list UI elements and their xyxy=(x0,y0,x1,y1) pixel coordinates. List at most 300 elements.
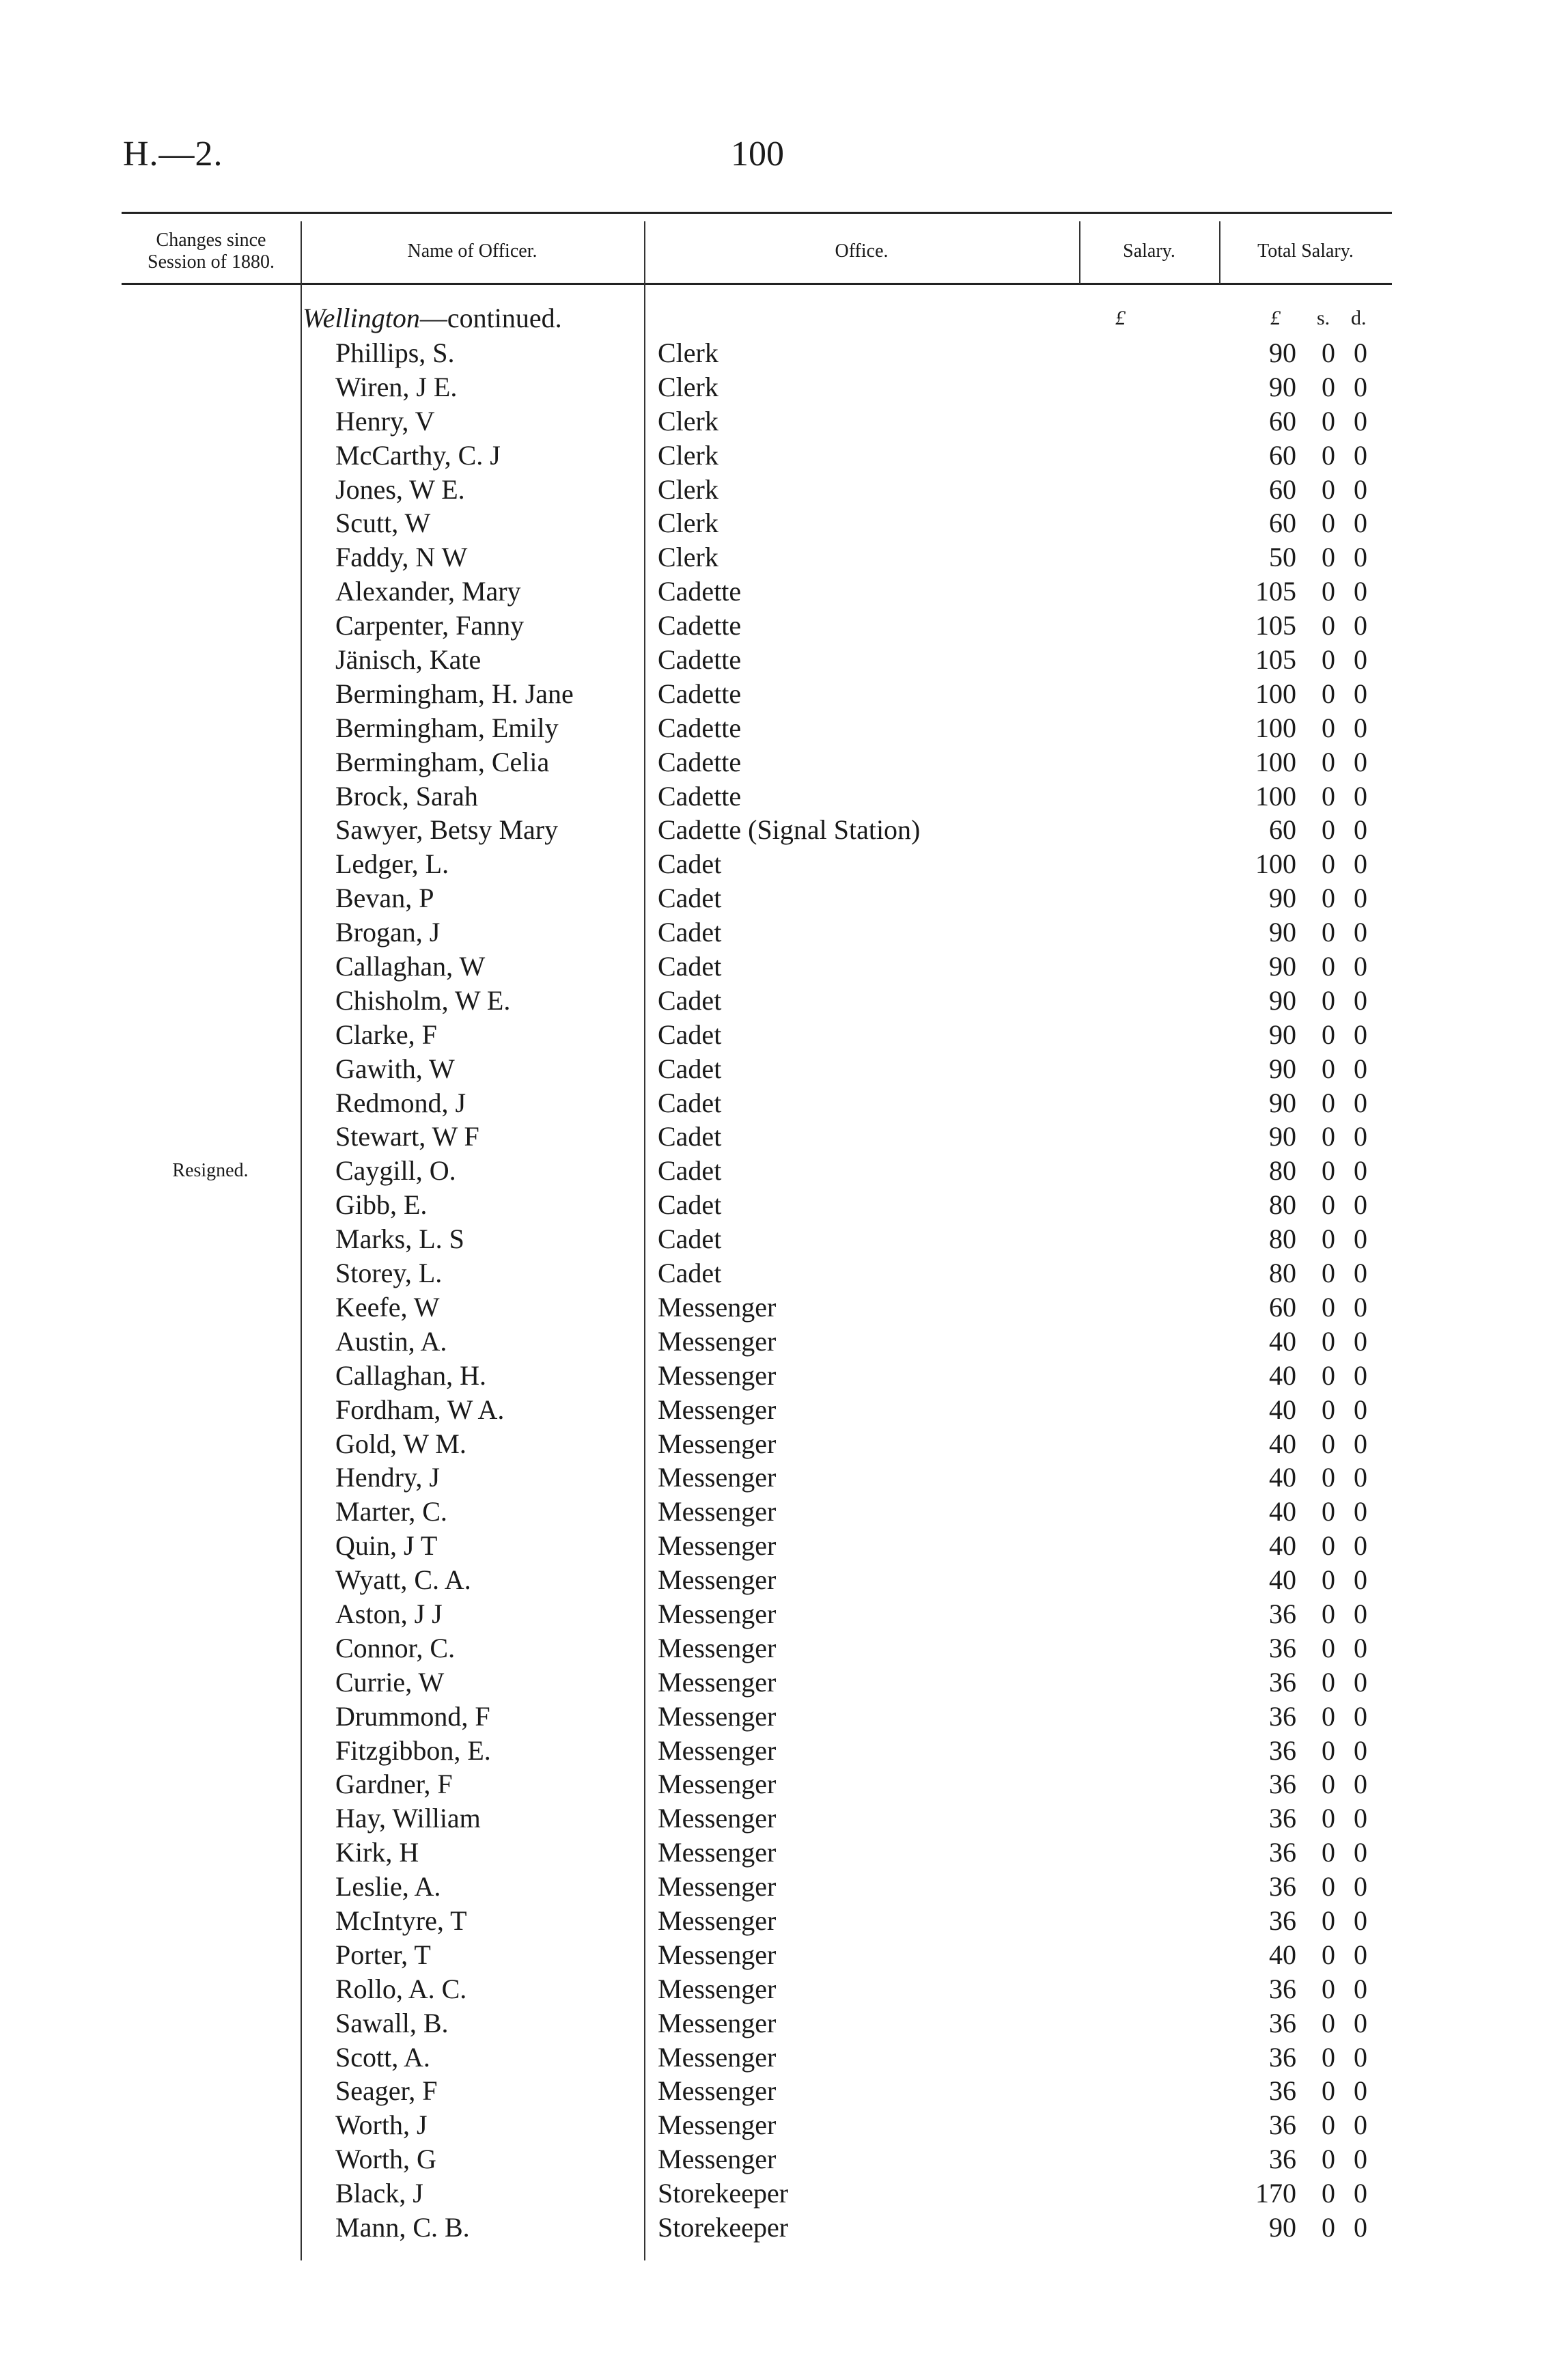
total-shillings: 0 xyxy=(1322,1973,1335,2004)
officer-name: Connor, C. xyxy=(335,1632,456,1663)
page-header xyxy=(0,134,1549,182)
table-row xyxy=(122,1495,1392,1529)
total-pence: 0 xyxy=(1354,1769,1367,1800)
total-pounds: 100 xyxy=(1255,848,1296,880)
total-shillings: 0 xyxy=(1322,1496,1335,1527)
officer-office: Messenger xyxy=(658,1803,777,1834)
total-pence: 0 xyxy=(1354,848,1367,880)
officer-name: Seager, F xyxy=(335,2075,438,2107)
total-pence: 0 xyxy=(1354,1666,1367,1698)
total-pence: 0 xyxy=(1354,371,1367,402)
officer-office: Messenger xyxy=(658,1666,777,1698)
table-row xyxy=(122,677,1392,711)
officer-office: Cadette xyxy=(658,576,742,607)
officer-office: Clerk xyxy=(658,542,718,573)
total-shillings: 0 xyxy=(1322,508,1335,539)
officer-name: Worth, J xyxy=(335,2109,428,2141)
officer-office: Messenger xyxy=(658,1837,777,1868)
officer-name: Austin, A. xyxy=(335,1325,447,1357)
table-row xyxy=(122,575,1392,609)
table-row xyxy=(122,473,1392,507)
total-shillings: 0 xyxy=(1322,1462,1335,1493)
table-row xyxy=(122,1631,1392,1665)
table-row xyxy=(122,1018,1392,1052)
officer-office: Messenger xyxy=(658,1462,777,1493)
officer-office: Cadet xyxy=(658,1019,722,1050)
total-pounds: 100 xyxy=(1255,678,1296,709)
table-row xyxy=(122,2108,1392,2142)
table-row xyxy=(122,2176,1392,2211)
table-row xyxy=(122,1665,1392,1700)
officer-name: Alexander, Mary xyxy=(335,576,521,607)
header-office: Office. xyxy=(835,240,889,262)
officer-office: Messenger xyxy=(658,1632,777,1663)
total-shillings: 0 xyxy=(1322,1019,1335,1050)
table-row xyxy=(122,1188,1392,1222)
total-pence: 0 xyxy=(1354,1496,1367,1527)
total-pence: 0 xyxy=(1354,1462,1367,1493)
total-shillings: 0 xyxy=(1322,678,1335,709)
total-pounds: 100 xyxy=(1255,746,1296,777)
table-row xyxy=(122,2006,1392,2040)
total-pounds: 80 xyxy=(1269,1258,1296,1289)
total-pounds: 36 xyxy=(1269,2144,1296,2175)
table-row xyxy=(122,1222,1392,1256)
officer-office: Clerk xyxy=(658,508,718,539)
total-pence: 0 xyxy=(1354,1325,1367,1357)
officer-name: Henry, V xyxy=(335,405,435,437)
table-row xyxy=(122,1290,1392,1325)
section-heading xyxy=(122,301,1392,336)
table-row xyxy=(122,2211,1392,2245)
table-body xyxy=(122,301,1392,2245)
total-shillings: 0 xyxy=(1322,2144,1335,2175)
officer-office: Clerk xyxy=(658,473,718,505)
total-pounds: 36 xyxy=(1269,1837,1296,1868)
table-header-rule xyxy=(122,283,1392,285)
header-salary: Salary. xyxy=(1123,240,1175,262)
section-place: Wellington—continued. xyxy=(303,303,562,333)
total-pence: 0 xyxy=(1354,1189,1367,1221)
total-shillings: 0 xyxy=(1322,1291,1335,1323)
total-pence: 0 xyxy=(1354,1223,1367,1255)
total-pence: 0 xyxy=(1354,780,1367,812)
total-shillings: 0 xyxy=(1322,1325,1335,1357)
total-pounds: 90 xyxy=(1269,1087,1296,1118)
table-row xyxy=(122,1836,1392,1870)
officer-office: Messenger xyxy=(658,1700,777,1732)
change-note: Resigned. xyxy=(172,1160,249,1182)
officer-name: Gardner, F xyxy=(335,1769,453,1800)
officer-name: Black, J xyxy=(335,2178,423,2209)
total-pounds: 170 xyxy=(1255,2178,1296,2209)
total-pounds: 36 xyxy=(1269,2007,1296,2038)
total-shillings: 0 xyxy=(1322,1769,1335,1800)
table-row xyxy=(122,984,1392,1018)
total-pence: 0 xyxy=(1354,1905,1367,1936)
table-row xyxy=(122,1120,1392,1154)
officer-office: Messenger xyxy=(658,1359,777,1391)
total-shillings: 0 xyxy=(1322,439,1335,471)
table-row xyxy=(122,2074,1392,2108)
total-pence: 0 xyxy=(1354,2075,1367,2107)
officer-office: Cadet xyxy=(658,1223,722,1255)
officer-office: Cadette xyxy=(658,610,742,641)
officer-office: Messenger xyxy=(658,1428,777,1459)
officer-name: Mann, C. B. xyxy=(335,2211,470,2243)
table-row xyxy=(122,1904,1392,1938)
pence-unit: d. xyxy=(1351,307,1367,329)
officer-name: Bevan, P xyxy=(335,883,434,914)
total-pounds: 105 xyxy=(1255,576,1296,607)
total-shillings: 0 xyxy=(1322,2178,1335,2209)
officer-office: Messenger xyxy=(658,2109,777,2141)
total-pence: 0 xyxy=(1354,2007,1367,2038)
officer-office: Cadet xyxy=(658,1121,722,1152)
total-shillings: 0 xyxy=(1322,1121,1335,1152)
total-pounds: 40 xyxy=(1269,1428,1296,1459)
officer-office: Messenger xyxy=(658,1598,777,1629)
total-pence: 0 xyxy=(1354,1359,1367,1391)
officer-office: Messenger xyxy=(658,1394,777,1425)
officer-office: Messenger xyxy=(658,1871,777,1902)
total-pounds: 36 xyxy=(1269,1734,1296,1766)
officer-office: Messenger xyxy=(658,1291,777,1323)
total-pounds: 60 xyxy=(1269,1291,1296,1323)
total-pence: 0 xyxy=(1354,473,1367,505)
total-pounds: 50 xyxy=(1269,542,1296,573)
total-pounds: 36 xyxy=(1269,1700,1296,1732)
total-shillings: 0 xyxy=(1322,1837,1335,1868)
total-shillings: 0 xyxy=(1322,883,1335,914)
officer-office: Storekeeper xyxy=(658,2211,789,2243)
total-pounds: 105 xyxy=(1255,610,1296,641)
total-shillings: 0 xyxy=(1322,337,1335,368)
total-pence: 0 xyxy=(1354,1939,1367,1970)
officer-name: Sawyer, Betsy Mary xyxy=(335,814,559,846)
officer-office: Messenger xyxy=(658,1939,777,1970)
total-pounds: 40 xyxy=(1269,1939,1296,1970)
total-pence: 0 xyxy=(1354,2178,1367,2209)
total-pounds: 80 xyxy=(1269,1189,1296,1221)
officer-name: Sawall, B. xyxy=(335,2007,449,2038)
total-pounds: 40 xyxy=(1269,1496,1296,1527)
total-pounds: 40 xyxy=(1269,1394,1296,1425)
total-shillings: 0 xyxy=(1322,1700,1335,1732)
total-shillings: 0 xyxy=(1322,1155,1335,1187)
total-pence: 0 xyxy=(1354,1394,1367,1425)
salary-currency-unit: £ xyxy=(1115,307,1126,329)
officer-name: Faddy, N W xyxy=(335,542,468,573)
table-row xyxy=(122,1767,1392,1801)
total-pence: 0 xyxy=(1354,337,1367,368)
total-shillings: 0 xyxy=(1322,1428,1335,1459)
total-pence: 0 xyxy=(1354,1837,1367,1868)
officer-name: Gold, W M. xyxy=(335,1428,466,1459)
total-shillings: 0 xyxy=(1322,2211,1335,2243)
table-row xyxy=(122,711,1392,745)
total-pence: 0 xyxy=(1354,1019,1367,1050)
total-shillings: 0 xyxy=(1322,951,1335,982)
officer-name: Bermingham, H. Jane xyxy=(335,678,574,709)
total-shillings: 0 xyxy=(1322,2007,1335,2038)
total-pounds: 90 xyxy=(1269,2211,1296,2243)
officer-name: Leslie, A. xyxy=(335,1871,441,1902)
officer-name: Redmond, J xyxy=(335,1087,466,1118)
officer-office: Cadet xyxy=(658,1053,722,1084)
table-row xyxy=(122,643,1392,677)
total-shillings: 0 xyxy=(1322,1871,1335,1902)
table-row xyxy=(122,1461,1392,1495)
table-row xyxy=(122,1052,1392,1086)
table-row xyxy=(122,1938,1392,1972)
total-pounds: 100 xyxy=(1255,712,1296,743)
table-row xyxy=(122,1870,1392,1904)
total-shillings: 0 xyxy=(1322,610,1335,641)
total-pounds: 36 xyxy=(1269,2041,1296,2073)
total-pence: 0 xyxy=(1354,1803,1367,1834)
table-row xyxy=(122,779,1392,814)
table-row xyxy=(122,1529,1392,1563)
officer-name: Brogan, J xyxy=(335,917,441,948)
total-pounds: 60 xyxy=(1269,405,1296,437)
officer-name: Marks, L. S xyxy=(335,1223,464,1255)
officer-office: Clerk xyxy=(658,371,718,402)
table-row xyxy=(122,1393,1392,1427)
total-shillings: 0 xyxy=(1322,405,1335,437)
total-pence: 0 xyxy=(1354,1087,1367,1118)
officer-name: Carpenter, Fanny xyxy=(335,610,525,641)
total-pence: 0 xyxy=(1354,508,1367,539)
table-row xyxy=(122,1154,1392,1188)
officer-office: Messenger xyxy=(658,1769,777,1800)
total-shillings: 0 xyxy=(1322,1223,1335,1255)
total-pounds: 36 xyxy=(1269,2109,1296,2141)
officer-name: Jones, W E. xyxy=(335,473,465,505)
table-row xyxy=(122,915,1392,950)
total-pence: 0 xyxy=(1354,1121,1367,1152)
total-pounds: 105 xyxy=(1255,644,1296,676)
officer-office: Messenger xyxy=(658,2144,777,2175)
total-shillings: 0 xyxy=(1322,1359,1335,1391)
total-pounds: 90 xyxy=(1269,951,1296,982)
officer-name: Currie, W xyxy=(335,1666,445,1698)
total-pounds: 40 xyxy=(1269,1325,1296,1357)
total-shillings: 0 xyxy=(1322,917,1335,948)
total-pounds: 40 xyxy=(1269,1530,1296,1562)
total-pence: 0 xyxy=(1354,2109,1367,2141)
total-pounds: 40 xyxy=(1269,1359,1296,1391)
table-row xyxy=(122,1086,1392,1120)
total-pounds: 36 xyxy=(1269,1769,1296,1800)
officer-office: Messenger xyxy=(658,2041,777,2073)
document-code: H.—2. xyxy=(123,135,223,174)
total-shillings: 0 xyxy=(1322,576,1335,607)
officer-office: Cadet xyxy=(658,848,722,880)
total-pence: 0 xyxy=(1354,1564,1367,1596)
officer-office: Messenger xyxy=(658,1734,777,1766)
total-shillings: 0 xyxy=(1322,746,1335,777)
total-pence: 0 xyxy=(1354,576,1367,607)
total-pence: 0 xyxy=(1354,1053,1367,1084)
total-shillings: 0 xyxy=(1322,1564,1335,1596)
total-pounds: 90 xyxy=(1269,883,1296,914)
total-pence: 0 xyxy=(1354,1734,1367,1766)
officer-office: Clerk xyxy=(658,439,718,471)
total-pounds: 36 xyxy=(1269,2075,1296,2107)
total-pence: 0 xyxy=(1354,814,1367,846)
officer-name: Worth, G xyxy=(335,2144,436,2175)
total-pence: 0 xyxy=(1354,746,1367,777)
total-pence: 0 xyxy=(1354,1973,1367,2004)
officer-name: Gibb, E. xyxy=(335,1189,428,1221)
table-row xyxy=(122,950,1392,984)
total-pounds: 60 xyxy=(1269,814,1296,846)
officer-office: Cadet xyxy=(658,1087,722,1118)
officer-name: Aston, J J xyxy=(335,1598,443,1629)
total-pence: 0 xyxy=(1354,1428,1367,1459)
officer-office: Cadette xyxy=(658,712,742,743)
officer-name: Chisholm, W E. xyxy=(335,984,511,1016)
total-pounds: 90 xyxy=(1269,1121,1296,1152)
table-row xyxy=(122,336,1392,370)
officer-name: McCarthy, C. J xyxy=(335,439,501,471)
total-pence: 0 xyxy=(1354,1632,1367,1663)
table-row xyxy=(122,1972,1392,2006)
officer-name: Fordham, W A. xyxy=(335,1394,505,1425)
officer-name: Marter, C. xyxy=(335,1496,447,1527)
table-row xyxy=(122,1325,1392,1359)
table-row xyxy=(122,1597,1392,1631)
header-name-of-officer: Name of Officer. xyxy=(407,240,538,262)
total-pence: 0 xyxy=(1354,1598,1367,1629)
table-row xyxy=(122,847,1392,881)
officer-name: Hendry, J xyxy=(335,1462,440,1493)
officer-office: Clerk xyxy=(658,337,718,368)
total-shillings: 0 xyxy=(1322,712,1335,743)
officer-name: Bermingham, Celia xyxy=(335,746,550,777)
total-shillings: 0 xyxy=(1322,814,1335,846)
officer-name: Callaghan, W xyxy=(335,951,486,982)
total-pence: 0 xyxy=(1354,405,1367,437)
total-shillings: 0 xyxy=(1322,1394,1335,1425)
total-pence: 0 xyxy=(1354,1871,1367,1902)
total-pounds: 80 xyxy=(1269,1223,1296,1255)
total-pence: 0 xyxy=(1354,1291,1367,1323)
total-pounds: 36 xyxy=(1269,1905,1296,1936)
officer-office: Storekeeper xyxy=(658,2178,789,2209)
officer-office: Messenger xyxy=(658,2007,777,2038)
total-pence: 0 xyxy=(1354,1530,1367,1562)
officer-name: Wyatt, C. A. xyxy=(335,1564,471,1596)
total-shillings: 0 xyxy=(1322,1530,1335,1562)
header-total-salary: Total Salary. xyxy=(1257,240,1354,262)
total-pounds: 40 xyxy=(1269,1564,1296,1596)
total-pounds: 100 xyxy=(1255,780,1296,812)
officer-office: Cadet xyxy=(658,984,722,1016)
total-pounds: 60 xyxy=(1269,473,1296,505)
total-pounds: 90 xyxy=(1269,917,1296,948)
table-row xyxy=(122,1700,1392,1734)
officer-office: Cadet xyxy=(658,1189,722,1221)
total-pence: 0 xyxy=(1354,712,1367,743)
total-shillings: 0 xyxy=(1322,1087,1335,1118)
officer-office: Messenger xyxy=(658,1496,777,1527)
salary-table xyxy=(122,212,1392,2261)
officer-name: Scott, A. xyxy=(335,2041,430,2073)
table-row xyxy=(122,1256,1392,1290)
total-pence: 0 xyxy=(1354,439,1367,471)
officer-office: Cadet xyxy=(658,883,722,914)
total-pence: 0 xyxy=(1354,883,1367,914)
officer-office: Cadet xyxy=(658,1258,722,1289)
total-shillings: 0 xyxy=(1322,1666,1335,1698)
table-row xyxy=(122,813,1392,847)
total-shillings: 0 xyxy=(1322,1632,1335,1663)
total-pence: 0 xyxy=(1354,542,1367,573)
officer-rows xyxy=(122,336,1392,2245)
table-row xyxy=(122,1801,1392,1836)
total-pounds: 36 xyxy=(1269,1871,1296,1902)
officer-office: Cadette xyxy=(658,780,742,812)
officer-name: Drummond, F xyxy=(335,1700,490,1732)
officer-office: Cadette xyxy=(658,644,742,676)
total-shillings: 0 xyxy=(1322,473,1335,505)
table-row xyxy=(122,2142,1392,2176)
total-pounds: 90 xyxy=(1269,1053,1296,1084)
officer-name: Scutt, W xyxy=(335,508,431,539)
total-pence: 0 xyxy=(1354,1258,1367,1289)
total-shillings: 0 xyxy=(1322,984,1335,1016)
total-shillings: 0 xyxy=(1322,1939,1335,1970)
officer-office: Cadette xyxy=(658,678,742,709)
total-shillings: 0 xyxy=(1322,2075,1335,2107)
total-pence: 0 xyxy=(1354,1155,1367,1187)
officer-office: Messenger xyxy=(658,1973,777,2004)
officer-office: Cadet xyxy=(658,951,722,982)
total-pounds: 36 xyxy=(1269,1803,1296,1834)
total-pounds: 80 xyxy=(1269,1155,1296,1187)
officer-office: Messenger xyxy=(658,1905,777,1936)
total-shillings: 0 xyxy=(1322,371,1335,402)
officer-office: Messenger xyxy=(658,1564,777,1596)
officer-name: Phillips, S. xyxy=(335,337,455,368)
table-row xyxy=(122,1734,1392,1768)
total-shillings: 0 xyxy=(1322,848,1335,880)
total-pounds: 90 xyxy=(1269,984,1296,1016)
table-row xyxy=(122,506,1392,540)
total-pounds: 36 xyxy=(1269,1632,1296,1663)
total-pounds: 36 xyxy=(1269,1666,1296,1698)
total-pounds: 36 xyxy=(1269,1598,1296,1629)
officer-name: Wiren, J E. xyxy=(335,371,458,402)
table-row xyxy=(122,439,1392,473)
officer-office: Clerk xyxy=(658,405,718,437)
officer-name: Brock, Sarah xyxy=(335,780,478,812)
total-pounds: 90 xyxy=(1269,371,1296,402)
total-shillings: 0 xyxy=(1322,1258,1335,1289)
officer-name: Storey, L. xyxy=(335,1258,443,1289)
page-number: 100 xyxy=(731,135,784,174)
officer-name: Caygill, O. xyxy=(335,1155,456,1187)
total-pounds: 90 xyxy=(1269,337,1296,368)
table-row xyxy=(122,881,1392,915)
officer-name: Porter, T xyxy=(335,1939,431,1970)
total-pence: 0 xyxy=(1354,951,1367,982)
total-pence: 0 xyxy=(1354,1700,1367,1732)
table-row xyxy=(122,540,1392,575)
table-row xyxy=(122,2040,1392,2075)
